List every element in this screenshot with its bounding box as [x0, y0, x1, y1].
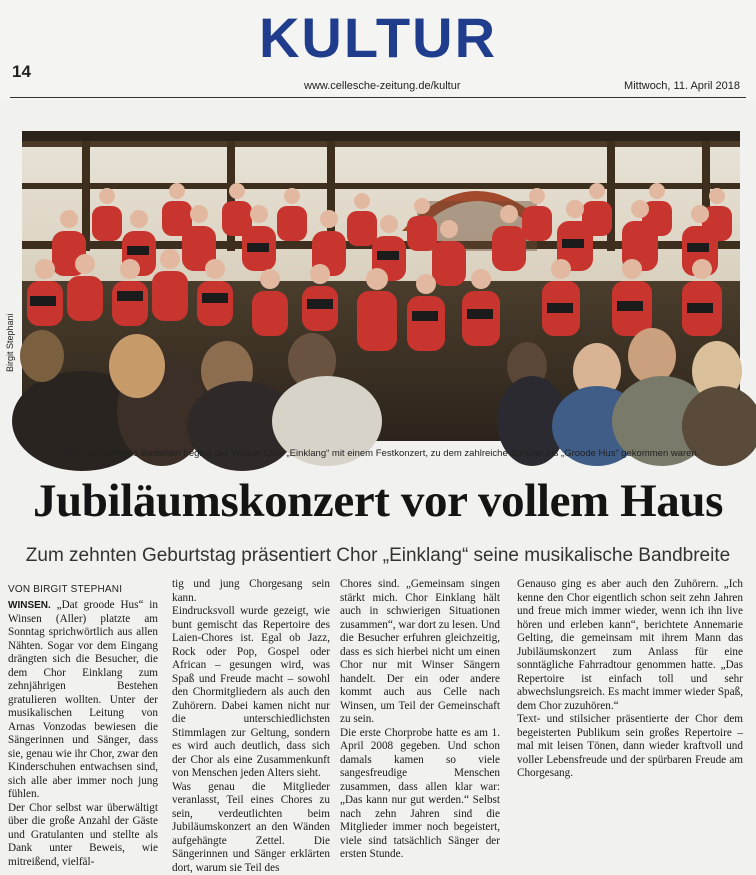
paragraph-text: „Dat groode Hus“ in Winsen (Aller) platzte am Sonntag sprichwörtlich aus allen Nähten. Sogar vor dem Eingang drängten sich die Besucher, die dem Chor Einklang zum zehnjährigen Bestehen gratulieren wollten. Unter der musikalischen Leitung von Arnas Vonzodas bewiesen die Sängerinnen und Sänger, dass sie, genau wie ihr Chor, zwar den Kinderschuhen entwachsen sind, sich alle aber immer noch jung fühlen. [8, 599, 158, 800]
article-column-3 [340, 578, 500, 811]
article-byline: VON BIRGIT STEPHANI [8, 584, 122, 595]
article-paragraph: tig und jung Chorgesang sein kann. [172, 578, 330, 605]
choir-photo-illustration [22, 131, 740, 441]
article-paragraph [8, 599, 158, 802]
article-subheadline: Zum zehnten Geburtstag präsentiert Chor „Einklang“ seine musikalische Bandbreite [0, 545, 756, 567]
photo-caption: Sein zehnjähriges Bestehen beging der Winser Chor „Einklang“ mit einem Festkonzert, zu dem zahlreiche Zuhörer ins „Groode Hus“ gekommen waren. [22, 448, 740, 459]
photo-credit: Birgit Stephani [5, 313, 15, 372]
article-column-1 [8, 599, 158, 811]
choir-photo [22, 131, 740, 441]
page-number: 14 [12, 62, 31, 82]
article-paragraph: Die erste Chorprobe hatte es am 1. April 2008 gegeben. Und schon damals kamen so viele sangesfreudige Menschen zusammen, dass allen klar war: „Das kann nur gut werden.“ Selbst nach zehn Jahren sind die Mitglieder immer noch begeistert, viele sind tatsächlich Sänger der ersten Stunde. [340, 727, 500, 862]
article-paragraph: Der Chor selbst war überwältigt über die große Anzahl der Gäste und Gratulanten und stellte als Dank unter Beweis, wie mitreißend, vielfäl- [8, 802, 158, 870]
article-headline: Jubiläumskonzert vor vollem Haus [0, 474, 756, 528]
section-title: KULTUR [0, 8, 756, 68]
article-column-4 [517, 578, 743, 811]
article-column-2 [172, 578, 330, 811]
issue-date: Mittwoch, 11. April 2018 [624, 80, 740, 92]
section-url[interactable]: www.cellesche-zeitung.de/kultur [304, 80, 461, 92]
page-header [0, 0, 756, 100]
article-paragraph: Eindrucksvoll wurde gezeigt, wie bunt gemischt das Repertoire des Laien-Chores ist. Egal ob Jazz, Rock oder Pop, Gospel oder African – gesungen wird, was Spaß und Freude macht – sowohl den Chormitgliedern als auch den Zuhörern. Dabei kamen nicht nur die unterschiedlichsten Stimmlagen zur Geltung, sondern es wird auch deutlich, dass sich der Chor als eine Zusammenkunft von Menschen jeden Alters sieht. [172, 605, 330, 781]
dateline: WINSEN. [8, 600, 51, 611]
article-paragraph: Was genau die Mitglieder veranlasst, Teil eines Chores zu sein, verdeutlichten beim Jubiläumskonzert an den Wänden aufgehängte Zettel. Die Sängerinnen und Sänger erklärten dort, warum sie Teil des [172, 781, 330, 875]
article-paragraph: Genauso ging es aber auch den Zuhörern. „Ich kenne den Chor eigentlich schon seit zehn Jahren und freue mich immer wieder, wenn ich ihn live hören und erleben kann“, berichtete Annemarie Gelting, die gemeinsam mit ihrem Mann das Jubiläumskonzert zum Anlass für eine sonntägliche Fahrradtour genommen hatte. „Das Repertoire ist einfach toll und sehr abwechslungsreich. Es macht immer wieder Spaß, dem Chor zuzuhören.“ [517, 578, 743, 713]
header-divider [10, 97, 746, 98]
article-paragraph: Chores sind. „Gemeinsam singen stärkt mich. Chor Einklang hält auch in schwierigen Situationen zusammen“, war dort zu lesen. Und die Besucher erfuhren gleichzeitig, dass es sich hierbei nicht um einen Chor nur mit Winser Sängern handelt. Der ein oder andere kommt auch aus Celle nach Winsen, um Teil der Gemeinschaft zu sein. [340, 578, 500, 727]
article-paragraph: Text- und stilsicher präsentierte der Chor dem begeisterten Publikum sein großes Repertoire – mal mit leisen Tönen, dann wieder kraftvoll und voller Lebensfreude und der spürbaren Freude am Chorgesang. [517, 713, 743, 781]
